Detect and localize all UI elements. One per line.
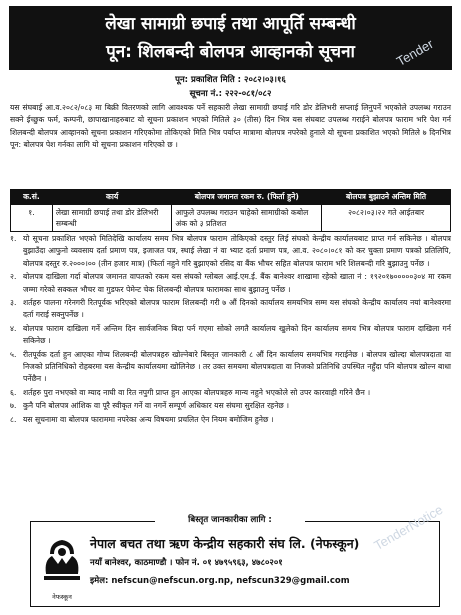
terms-list [10, 233, 451, 427]
contact-title: बिस्तृत जानकारीका लागि : [155, 514, 305, 525]
item-number: २. [10, 272, 17, 282]
logo-caption: नेफस्कून [52, 593, 72, 601]
cell-sn: १. [11, 205, 53, 232]
item-number: ४. [10, 323, 17, 333]
bid-table [10, 189, 451, 232]
published-date: पून: प्रकाशित मिति : २०८२।०३।१६ [175, 75, 286, 85]
organization-email: इमेल: nefscun@nefscun.org.np, nefscun329@gmail.com [90, 576, 350, 586]
table-header-row [11, 190, 451, 205]
organization-name: नेपाल बचत तथा ऋण केन्द्रीय सहकारी संघ लि. (नेफस्कून) [90, 536, 360, 551]
watermark-tendernotice: TenderNotice [371, 501, 446, 554]
notice-number: सूचना नं.: २२२-०८१/०८२ [189, 89, 272, 99]
table-row [11, 205, 451, 232]
list-item [10, 297, 451, 322]
list-item [10, 400, 451, 412]
item-text: शर्तहरु पुरा नभएको वा म्याद नाघी वा रित नपुगी प्राप्त हुन आएका बोलपत्रहरु मान्य नहुने भएकोले सो उपर कारवाही गरिने छैन । [23, 387, 371, 397]
item-text: यो सूचना प्रकाशित भएको मितिदेखि कार्यालय समय भित्र बोलपत्र फाराम तोकिएको दस्तुर लिई संघको केन्द्रीय कार्यालयबाट प्राप्त गर्न सकिनेछ । बोलपत्र बुझाउँदा आफुनो व्यवसाय दर्ता प्रमाण पत्र, इजाजत पत्र, स्थाई लेखा नं वा भ्याट दर्ता प्रमाण पत्र, आ.व. २०८०।०८१ को कर चुक्ता प्रमाण पत्रको प्रतिलिपि, बोलपत्र दस्तुर रु.२०००।०० (तीन हजार मात्र) (फिर्ता नहुने गरि बुझाएको रसिद वा बैंक भौचर सहित बोलपत्र फाराम भरि शिलबन्दी गरि बुझाउनु पर्नेछ । [23, 234, 451, 268]
col-header-sn: क.सं. [11, 190, 53, 205]
organization-address: नयाँ बानेश्वर, काठमाण्डौ । फोन नं. ०१ ४७९५९६३, ४७८०२०१ [90, 558, 283, 568]
col-header-work: कार्य [52, 190, 172, 205]
item-text: कुनै पनि बोलपत्र आंशिक वा पूरै स्वीकृत गर्ने वा नगर्ने सम्पूर्ण अधिकार यस संघमा सुरक्षित रहनेछ । [23, 401, 290, 411]
item-text: शर्तहरु पालना गरेनगरी रितपूर्वक भरिएको बोलपत्र फाराम शिलबन्दी गरी ७ औं दिनको कार्यालय समयभित्र सम्म यस संघको केन्द्रीय कार्यालय नयां बानेश्वरमा दर्ता गराई सक्नुपर्नेछ । [23, 298, 451, 320]
list-item [10, 271, 451, 296]
list-item [10, 323, 451, 348]
list-item [10, 349, 451, 386]
item-text: बोलपत्र दाखिला गर्दा बोलपत्र जमानत वापतको रकम यस संघको ग्लोबल आई.एम.ई. बैंक बानेश्वर शाखामा रहेको खाता नं : १९२०१७०००००३०४ मा रकम जम्मा गरेको सक्कल भौचर वा गुडफर पेमेन्ट चेक शिलबन्दी बोलपत्र फारामका साथ बुझाउनु पर्नेछ । [23, 272, 451, 294]
item-text: बोलपत्र फाराम दाखिला गर्ने अन्तिम दिन सार्वजनिक बिदा पर्न गएमा सोको लगतै कार्यालय खुलेको दिन कार्यालय समय भित्र बोलपत्र फाराम दाखिला गर्न सकिनेछ । [23, 323, 451, 346]
nefscun-logo-icon [40, 530, 84, 590]
list-item [10, 387, 451, 399]
item-number: ८. [10, 414, 17, 424]
list-item [10, 414, 451, 426]
intro-paragraph: यस संघबाई आ.व.२०८२/०८३ मा बिक्री वितरणको लागि आवश्यक पर्ने सहकारी लेखा सामाग्री छपाई गरि डोर डेलिभरी सप्लाई लिनुपर्ने भएकोले उपलब्ध गराउन सक्ने ईच्छुक फर्म, कम्पनी, छापाखानाहरुबाट यो सूचना प्रकाशन भएको मितिले ३० (तीस) दिन भित्र यस संघबाट उपलब्ध गराईने बोलपत्र फाराम भरि पेश गर्न शिलबन्दी बोलपत्र आव्हानको सूचना प्रकाशन गरिएकोमा तोकिएको मिति भित्र पर्याप्त मात्रामा बोलपत्र नपरेको हुनाले यो सूचना प्रकाशित भएको मितिले ७ दिनभित्र पून: बोलपत्र पेश गर्नका लागि यो सूचना प्रकाशन गरिएको छ । [10, 103, 451, 150]
item-number: ५. [10, 349, 17, 359]
header-line-1: लेखा सामाग्री छपाई तथा आपूर्ति सम्बन्धी [105, 14, 356, 34]
item-number: १. [10, 234, 17, 243]
col-header-deposit: बोलपत्र जमानत रकम रु. (फिर्ता हुने) [172, 190, 322, 205]
item-text: रीतपूर्वक दर्ता हुन आएका गोप्य शिलबन्दी बोलपत्रहरु खोल्नेबारे बिस्तृत जानकारी ८ औं दिन कार्यालय समयभित्र गराईनेछ । बोलपत्र खोल्दा बोलपत्रदाता वा निजको प्रतिनिधिको रोहबरमा यस केन्द्रीय कार्यालयमा खोलिनेछ । तर उक्त समयमा बोलपत्रदाता वा निजको प्रतिनिधि उपस्थित नहुँदा पनि बोलपत्र खोल्न बाधा पर्नेछैन । [23, 349, 451, 384]
notice-header [9, 6, 452, 70]
watermark-tender: Tender [393, 36, 436, 69]
cell-deadline: २०८२।०३।२२ गते आईतबार [322, 205, 451, 232]
cell-deposit: आफुले उपलब्ध गराउन चाहेको सामाग्रीको कबोल अंक को ३ प्रतिशत [172, 205, 322, 232]
item-number: ६. [10, 387, 17, 397]
item-text: यस सूचनामा वा बोलपत्र फाराममा नपरेका अन्य विषयमा प्रचलित ऐन नियम बमोजिम हुनेछ । [23, 414, 274, 424]
cell-work: लेखा सामाग्री छपाई तथा डोर डेलिभरी सम्बन्धी [52, 205, 172, 232]
list-item [10, 233, 451, 270]
item-number: ७. [10, 401, 17, 411]
col-header-deadline: बोलपत्र बुझाउने अन्तिम मिति [322, 190, 451, 205]
item-number: ३. [10, 298, 17, 308]
header-line-2: पून: शिलबन्दी बोलपत्र आव्हानको सूचना [106, 42, 355, 62]
